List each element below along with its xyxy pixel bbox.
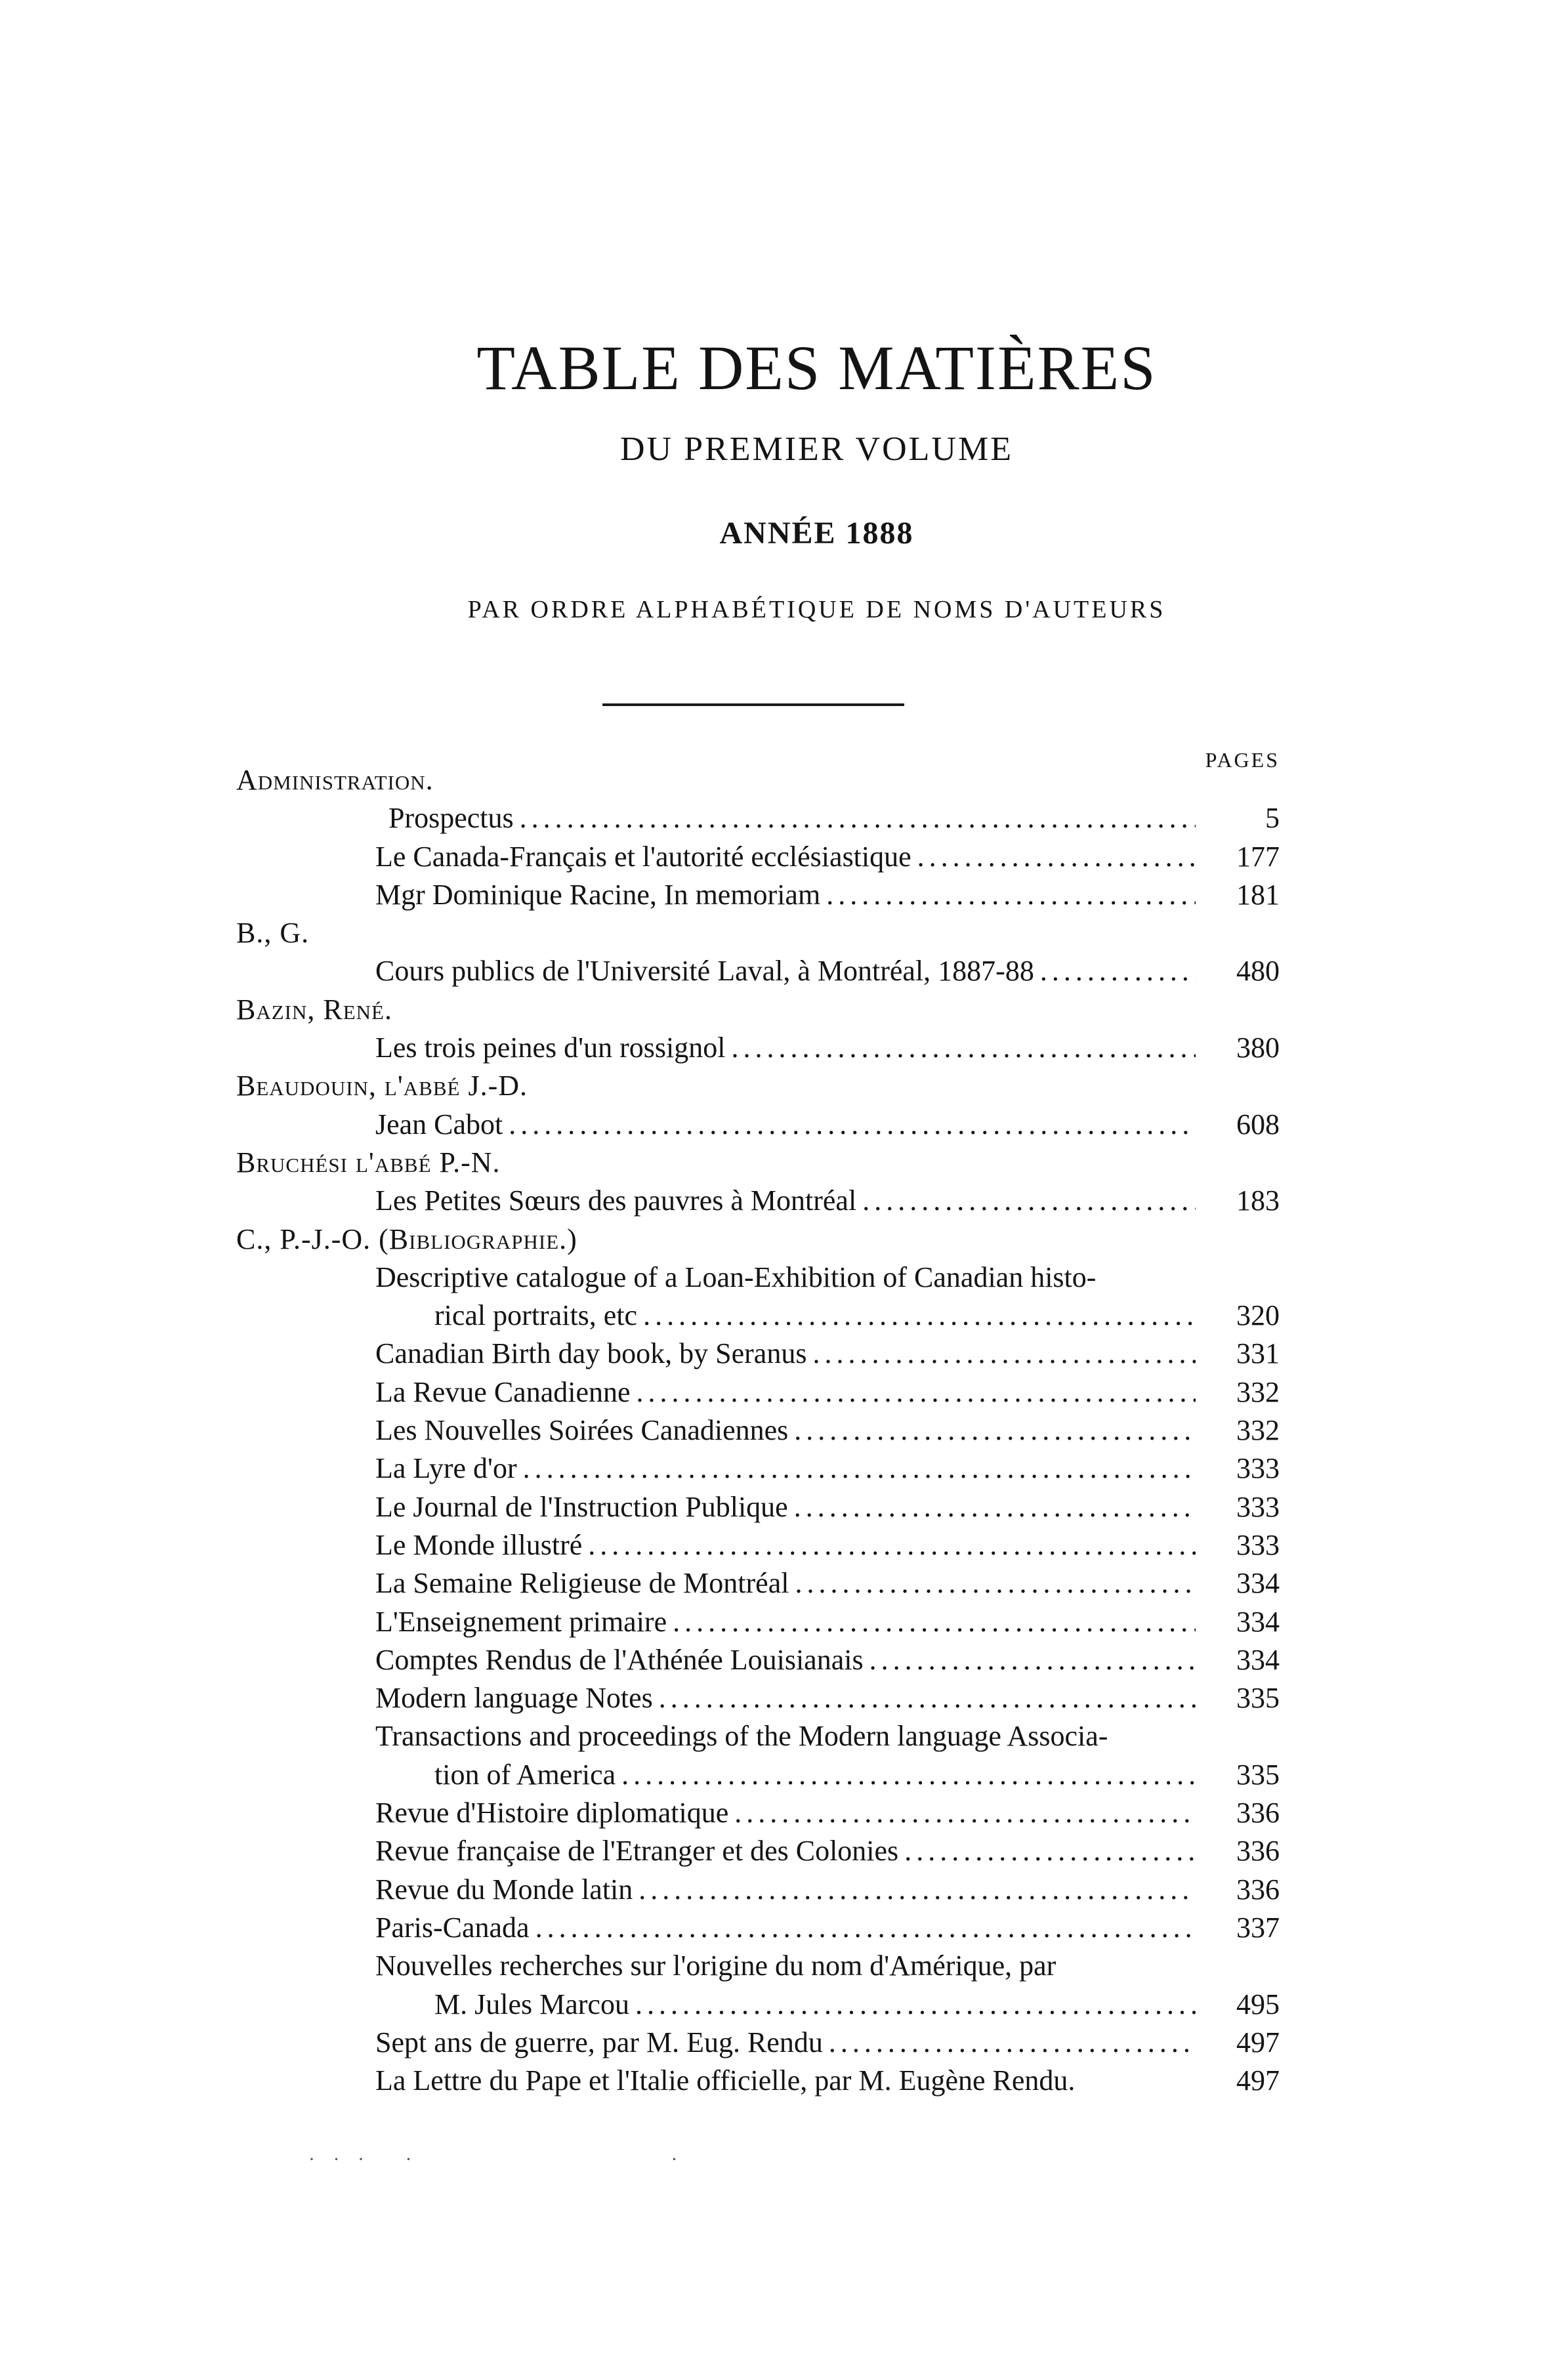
entry-page: 335	[1236, 1758, 1280, 1791]
toc-entry	[236, 1373, 1286, 1411]
toc-entry	[236, 1986, 1286, 2024]
toc-entry	[236, 1603, 1286, 1641]
entry-page: 380	[1236, 1032, 1280, 1064]
entry-page: 497	[1236, 2064, 1280, 2097]
author-heading: B., G.	[236, 917, 310, 950]
entry-title: Descriptive catalogue of a Loan-Exhibition of Canadian histo-	[375, 1261, 1097, 1293]
entry-title: rical portraits, etc . . .	[434, 1297, 1196, 1335]
entry-title: Revue française de l'Etranger et des Colonies . . .	[375, 1832, 1196, 1870]
author-heading: Bruchési l'abbé P.-N.	[236, 1146, 501, 1179]
entry-title: La Lettre du Pape et l'Italie officielle, par M. Eugène Rendu.	[375, 2064, 1076, 2097]
author-heading: C., P.-J.-O. (Bibliographie.)	[236, 1222, 577, 1255]
entry-title: Les Nouvelles Soirées Canadiennes . . .	[375, 1411, 1196, 1450]
entry-title: Le Monde illustré . . .	[375, 1526, 1196, 1564]
entry-page: 334	[1236, 1643, 1280, 1676]
entry-page: 332	[1236, 1414, 1280, 1447]
page-subtitle: DU PREMIER VOLUME	[620, 430, 1013, 468]
entry-title: Le Journal de l'Instruction Publique . . .	[375, 1488, 1196, 1526]
author-heading: Beaudouin, l'abbé J.-D.	[236, 1070, 528, 1102]
scan-speckles: · · · · ·	[308, 2148, 684, 2170]
toc-entry	[236, 1564, 1286, 1602]
entry-page: 334	[1236, 1605, 1280, 1638]
toc-entry	[236, 1259, 1286, 1297]
toc-entry	[236, 1106, 1286, 1144]
entry-page: 335	[1236, 1682, 1280, 1715]
toc-entry	[236, 1756, 1286, 1794]
entry-title: Modern language Notes . . .	[375, 1679, 1196, 1717]
entry-title: L'Enseignement primaire . . .	[375, 1603, 1196, 1641]
entry-page: 334	[1236, 1567, 1280, 1600]
table-of-contents	[236, 761, 1286, 2100]
pages-column-label: PAGES	[1205, 748, 1280, 772]
toc-entry	[236, 1641, 1286, 1679]
toc-entry	[236, 1871, 1286, 1909]
entry-title: Jean Cabot . . .	[375, 1106, 1196, 1144]
entry-page: 336	[1236, 1797, 1280, 1829]
entry-page: 608	[1236, 1108, 1280, 1140]
toc-entry	[236, 1488, 1286, 1526]
entry-page: 336	[1236, 1873, 1280, 1906]
entry-title: Les Petites Sœurs des pauvres à Montréal . . .	[375, 1182, 1196, 1220]
entry-page: 5	[1265, 802, 1280, 835]
entry-page: 337	[1236, 1911, 1280, 1944]
entry-title: Comptes Rendus de l'Athénée Louisianais . . .	[375, 1641, 1196, 1679]
entry-title: La Semaine Religieuse de Montréal . . .	[375, 1564, 1196, 1602]
entry-page: 495	[1236, 1988, 1280, 2020]
toc-entry	[236, 1832, 1286, 1870]
toc-entry	[236, 876, 1286, 914]
entry-title: Cours publics de l'Université Laval, à Montréal, 1887-88 . . .	[375, 952, 1196, 990]
toc-entry	[236, 2062, 1286, 2100]
toc-entry	[236, 952, 1286, 990]
entry-title: Les trois peines d'un rossignol . . .	[375, 1029, 1196, 1067]
entry-page: 333	[1236, 1452, 1280, 1485]
entry-title: M. Jules Marcou . . .	[434, 1986, 1196, 2024]
year-heading: ANNÉE 1888	[719, 516, 914, 551]
toc-entry	[236, 1411, 1286, 1450]
entry-title: Transactions and proceedings of the Modern language Associa-	[375, 1720, 1108, 1753]
entry-title: La Lyre d'or . . .	[375, 1450, 1196, 1488]
toc-entry	[236, 1794, 1286, 1832]
entry-page: 333	[1236, 1490, 1280, 1523]
toc-entry	[236, 1909, 1286, 1947]
author-heading: Bazin, René.	[236, 993, 392, 1026]
entry-page: 497	[1236, 2026, 1280, 2058]
entry-page: 336	[1236, 1835, 1280, 1868]
toc-entry	[236, 838, 1286, 876]
entry-title: Mgr Dominique Racine, In memoriam . . .	[375, 876, 1196, 914]
entry-page: 332	[1236, 1375, 1280, 1408]
entry-title: La Revue Canadienne . . .	[375, 1373, 1196, 1411]
entry-title: Revue d'Histoire diplomatique . . .	[375, 1794, 1196, 1832]
entry-title: Paris-Canada . . .	[375, 1909, 1196, 1947]
entry-title: Revue du Monde latin . . .	[375, 1871, 1196, 1909]
toc-entry	[236, 1526, 1286, 1564]
entry-title: Nouvelles recherches sur l'origine du nom d'Amérique, par	[375, 1950, 1056, 1982]
toc-entry	[236, 799, 1286, 837]
entry-title: Prospectus . . .	[388, 799, 1196, 837]
toc-entry	[236, 1335, 1286, 1373]
entry-page: 320	[1236, 1299, 1280, 1332]
entry-page: 331	[1236, 1337, 1280, 1370]
entry-title: Sept ans de guerre, par M. Eug. Rendu . . .	[375, 2024, 1196, 2062]
page-title: TABLE DES MATIÈRES	[476, 333, 1157, 403]
entry-page: 480	[1236, 955, 1280, 988]
divider-rule	[602, 703, 904, 706]
toc-entry	[236, 1297, 1286, 1335]
author-heading: Administration.	[236, 764, 434, 796]
order-heading: PAR ORDRE ALPHABÉTIQUE DE NOMS D'AUTEURS	[467, 596, 1166, 623]
entry-page: 333	[1236, 1528, 1280, 1561]
entry-page: 177	[1236, 840, 1280, 873]
toc-entry	[236, 1679, 1286, 1717]
toc-entry	[236, 2024, 1286, 2062]
toc-entry	[236, 1450, 1286, 1488]
toc-entry	[236, 1029, 1286, 1067]
entry-title: Canadian Birth day book, by Seranus . . .	[375, 1335, 1196, 1373]
entry-page: 183	[1236, 1184, 1280, 1217]
toc-entry	[236, 1717, 1286, 1755]
toc-entry	[236, 1182, 1286, 1220]
toc-entry	[236, 1947, 1286, 1985]
entry-title: Le Canada-Français et l'autorité ecclésiastique . . .	[375, 838, 1196, 876]
entry-title: tion of America . . .	[434, 1756, 1196, 1794]
entry-page: 181	[1236, 878, 1280, 911]
